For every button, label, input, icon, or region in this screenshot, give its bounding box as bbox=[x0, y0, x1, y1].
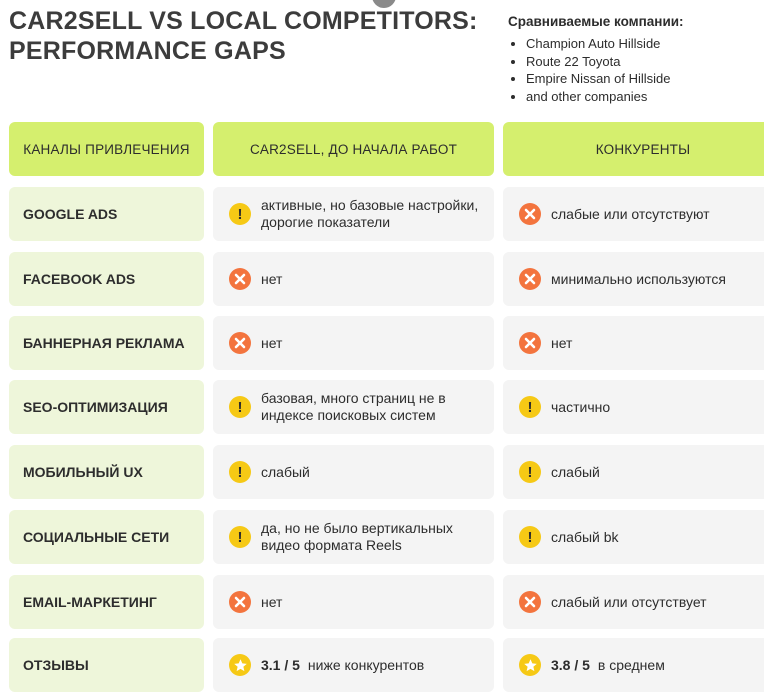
page-title-line-2: PERFORMANCE GAPS bbox=[9, 37, 286, 65]
row-label: БАННЕРНАЯ РЕКЛАМА bbox=[9, 316, 204, 370]
competitors-cell bbox=[503, 638, 764, 692]
warning-icon: ! bbox=[229, 461, 251, 483]
warning-icon: ! bbox=[519, 396, 541, 418]
car2sell-cell bbox=[213, 380, 494, 434]
competitors-cell-text: частично bbox=[551, 398, 611, 415]
car2sell-cell-text: активные, но базовые настройки, дорогие показатели bbox=[261, 197, 479, 230]
rating-value: 3.8 / 5 bbox=[551, 656, 590, 673]
row-label: GOOGLE ADS bbox=[9, 187, 204, 241]
competitors-cell-text bbox=[551, 657, 665, 674]
car2sell-cell bbox=[213, 187, 494, 241]
cross-icon bbox=[229, 591, 251, 613]
warning-icon: ! bbox=[229, 396, 251, 418]
car2sell-cell-text: базовая, много страниц не в индексе поисковых систем bbox=[261, 390, 446, 423]
competitors-cell-text: слабый bk bbox=[551, 528, 619, 545]
car2sell-cell-text: нет bbox=[261, 593, 283, 610]
row-label: ОТЗЫВЫ bbox=[9, 638, 204, 692]
warning-icon: ! bbox=[519, 461, 541, 483]
car2sell-cell bbox=[213, 316, 494, 370]
competitors-cell bbox=[503, 510, 764, 564]
car2sell-cell-text: нет bbox=[261, 270, 283, 287]
cross-icon bbox=[519, 591, 541, 613]
car2sell-cell bbox=[213, 252, 494, 306]
rating-note: в среднем bbox=[597, 656, 665, 673]
car2sell-cell bbox=[213, 445, 494, 499]
star-icon bbox=[519, 654, 541, 676]
competitors-cell-text: слабый или отсутствует bbox=[551, 593, 707, 610]
company-item: • Route 22 Toyota bbox=[526, 53, 764, 71]
car2sell-cell bbox=[213, 510, 494, 564]
competitors-cell-text: нет bbox=[551, 334, 573, 351]
row-label: SEO-ОПТИМИЗАЦИЯ bbox=[9, 380, 204, 434]
compared-companies-title: Сравниваемые компании: bbox=[508, 14, 684, 29]
car2sell-cell-text: нет bbox=[261, 334, 283, 351]
company-item: • Empire Nissan of Hillside bbox=[526, 70, 764, 88]
compared-companies bbox=[508, 14, 764, 105]
cross-icon bbox=[519, 203, 541, 225]
company-item: • and other companies bbox=[526, 88, 764, 106]
car2sell-cell bbox=[213, 575, 494, 629]
competitors-cell bbox=[503, 445, 764, 499]
header-competitors: КОНКУРЕНТЫ bbox=[503, 122, 764, 176]
competitors-cell bbox=[503, 380, 764, 434]
row-label: СОЦИАЛЬНЫЕ СЕТИ bbox=[9, 510, 204, 564]
competitors-cell-text: минимально используются bbox=[551, 270, 726, 287]
company-item: • Champion Auto Hillside bbox=[526, 35, 764, 53]
warning-icon: ! bbox=[519, 526, 541, 548]
cross-icon bbox=[519, 332, 541, 354]
competitors-cell bbox=[503, 252, 764, 306]
cross-icon bbox=[519, 268, 541, 290]
page-title-line-1: CAR2SELL VS LOCAL COMPETITORS: bbox=[9, 7, 478, 35]
star-icon bbox=[229, 654, 251, 676]
compared-companies-list bbox=[508, 35, 764, 105]
cross-icon bbox=[229, 268, 251, 290]
car2sell-cell-text: слабый bbox=[261, 463, 310, 480]
rating-note: ниже конкурентов bbox=[307, 656, 425, 673]
competitors-cell bbox=[503, 316, 764, 370]
header-channels: КАНАЛЫ ПРИВЛЕЧЕНИЯ bbox=[9, 122, 204, 176]
row-label: МОБИЛЬНЫЙ UX bbox=[9, 445, 204, 499]
row-label: EMAIL-МАРКЕТИНГ bbox=[9, 575, 204, 629]
competitors-cell-text: слабые или отсутствуют bbox=[551, 205, 710, 222]
warning-icon: ! bbox=[229, 203, 251, 225]
rating-value: 3.1 / 5 bbox=[261, 656, 300, 673]
car2sell-cell-text bbox=[261, 657, 424, 674]
competitors-cell bbox=[503, 187, 764, 241]
competitors-cell-text: слабый bbox=[551, 463, 600, 480]
car2sell-cell bbox=[213, 638, 494, 692]
car2sell-cell-text: да, но не было вертикальных видео формата Reels bbox=[261, 520, 453, 553]
row-label: FACEBOOK ADS bbox=[9, 252, 204, 306]
warning-icon: ! bbox=[229, 526, 251, 548]
page-title bbox=[9, 6, 479, 66]
competitors-cell bbox=[503, 575, 764, 629]
header-car2sell: CAR2SELL, ДО НАЧАЛА РАБОТ bbox=[213, 122, 494, 176]
cross-icon bbox=[229, 332, 251, 354]
